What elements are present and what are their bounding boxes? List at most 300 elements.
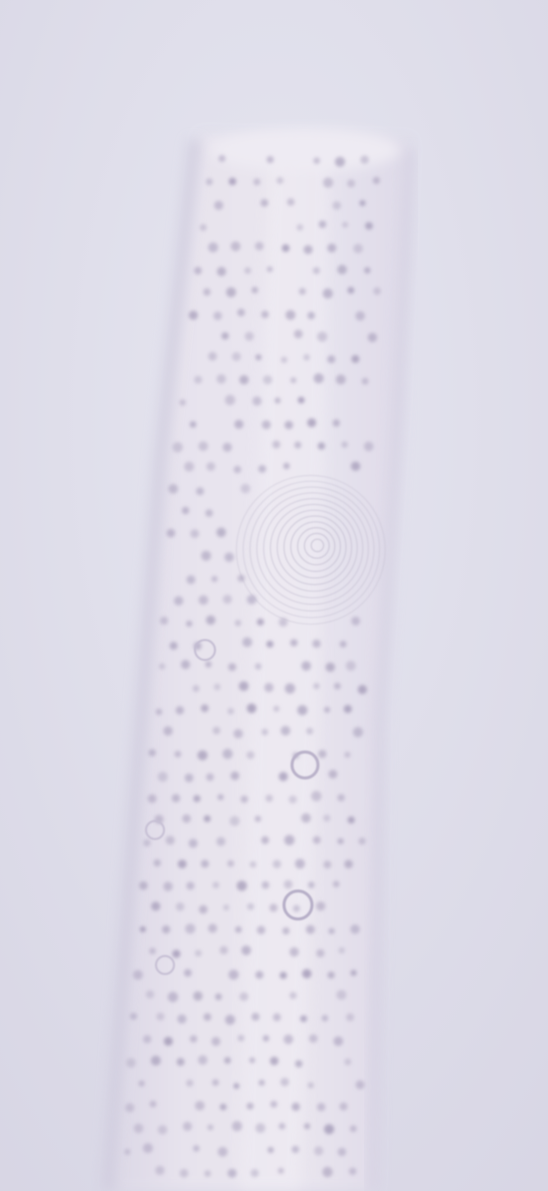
pore — [143, 1035, 151, 1043]
pore — [247, 903, 254, 910]
pore — [364, 442, 374, 452]
pore — [218, 1147, 228, 1157]
pore — [336, 375, 346, 385]
pore — [365, 222, 373, 230]
pore — [290, 377, 296, 383]
pore — [264, 683, 273, 692]
pore — [255, 354, 261, 360]
pore — [206, 462, 215, 471]
pore — [130, 1013, 137, 1020]
pore — [313, 157, 320, 164]
pore — [306, 925, 315, 934]
pore — [214, 201, 223, 210]
pore — [217, 267, 226, 276]
pore — [273, 706, 279, 712]
pore — [235, 620, 241, 626]
pore — [351, 970, 357, 976]
pore — [302, 969, 311, 978]
pore — [338, 1148, 346, 1156]
pore — [242, 637, 252, 647]
pore — [328, 972, 335, 979]
pore — [224, 1057, 231, 1064]
pore — [282, 244, 290, 252]
pore — [194, 376, 202, 384]
pore — [208, 242, 218, 252]
pore — [229, 178, 237, 186]
pore — [255, 242, 264, 251]
pore — [220, 946, 228, 954]
pore — [339, 947, 345, 953]
pore — [223, 905, 229, 911]
pore — [205, 661, 211, 667]
pore — [150, 1101, 157, 1108]
pore — [186, 882, 194, 890]
pore — [312, 640, 320, 648]
pore — [214, 684, 221, 691]
pore — [215, 993, 222, 1000]
pore — [304, 245, 313, 254]
pore — [125, 1103, 134, 1112]
pore — [324, 1124, 334, 1134]
pore — [217, 374, 226, 383]
pore — [359, 838, 366, 845]
pore — [189, 311, 198, 320]
pore — [323, 288, 333, 298]
pore — [336, 990, 346, 1000]
pore — [300, 1015, 307, 1022]
pore — [179, 399, 185, 405]
pore — [267, 266, 273, 272]
pore — [348, 816, 355, 823]
pore — [314, 1146, 323, 1155]
pore — [257, 618, 264, 625]
pore — [158, 1125, 167, 1134]
pore — [133, 970, 143, 980]
pore — [309, 1034, 318, 1043]
pore — [238, 1035, 245, 1042]
pore — [198, 441, 208, 451]
pore — [329, 928, 335, 934]
pore — [154, 859, 161, 866]
pore — [364, 267, 370, 273]
pore — [279, 772, 288, 781]
pore — [279, 1123, 286, 1130]
pore — [180, 1169, 189, 1178]
pore — [213, 312, 222, 321]
pore — [258, 465, 266, 473]
pore — [304, 1123, 310, 1129]
pore — [284, 1035, 294, 1045]
pore — [324, 707, 330, 713]
pore — [176, 706, 184, 714]
pore — [163, 882, 172, 891]
pore — [281, 726, 291, 736]
pore — [195, 950, 202, 957]
pore — [282, 927, 289, 934]
pore — [223, 443, 232, 452]
top-rim — [210, 128, 400, 172]
pore — [245, 332, 254, 341]
pore — [190, 421, 197, 428]
pore — [252, 396, 261, 405]
pore — [257, 926, 265, 934]
pore — [204, 815, 211, 822]
pore — [351, 462, 360, 471]
pore — [205, 509, 213, 517]
pore — [238, 575, 245, 582]
pore — [255, 971, 263, 979]
pore — [360, 156, 368, 164]
pore — [158, 772, 168, 782]
pore — [208, 352, 217, 361]
pore — [344, 1059, 351, 1066]
pore — [151, 1056, 161, 1066]
pore — [317, 332, 327, 342]
pore — [223, 749, 233, 759]
pore — [212, 1079, 219, 1086]
pore — [322, 1167, 332, 1177]
pore — [316, 902, 325, 911]
pore — [241, 484, 251, 494]
pore — [266, 795, 273, 802]
pore — [261, 199, 269, 207]
pore — [344, 705, 352, 713]
pore — [206, 773, 214, 781]
pore — [186, 1080, 193, 1087]
pore — [287, 198, 295, 206]
pore — [241, 796, 248, 803]
pore — [146, 990, 154, 998]
pore — [247, 595, 257, 605]
pore — [204, 1170, 211, 1177]
pore — [231, 771, 240, 780]
pore — [333, 419, 340, 426]
pore — [290, 947, 299, 956]
pore — [355, 311, 365, 321]
pore — [316, 949, 324, 957]
pore — [327, 355, 335, 363]
pore — [140, 926, 146, 932]
pore — [323, 861, 331, 869]
pore — [177, 1014, 186, 1023]
pore — [353, 727, 363, 737]
pore — [174, 596, 183, 605]
pore — [223, 595, 232, 604]
pore — [338, 838, 344, 844]
pore — [187, 575, 196, 584]
pore — [182, 814, 191, 823]
pore — [156, 709, 162, 715]
pore — [178, 860, 187, 869]
pore — [303, 354, 309, 360]
pore — [333, 881, 340, 888]
pore — [301, 813, 311, 823]
pore — [201, 860, 209, 868]
pore — [221, 332, 228, 339]
pore — [278, 1168, 284, 1174]
pore — [239, 681, 249, 691]
pore — [218, 794, 224, 800]
pore — [220, 1104, 227, 1111]
pore — [252, 287, 259, 294]
pore — [277, 177, 284, 184]
pore — [262, 420, 271, 429]
pore — [143, 839, 150, 846]
pore — [196, 487, 204, 495]
pore — [313, 267, 320, 274]
pore — [290, 639, 297, 646]
pore — [252, 1013, 260, 1021]
pore — [293, 905, 300, 912]
pore — [206, 615, 215, 624]
pore — [261, 311, 269, 319]
pore — [255, 816, 261, 822]
pore — [185, 924, 195, 934]
pore — [233, 1083, 239, 1089]
pore — [244, 267, 251, 274]
pore — [255, 663, 262, 670]
pore — [335, 157, 345, 167]
pore — [290, 992, 297, 999]
pore — [323, 815, 330, 822]
pore — [199, 595, 209, 605]
pore — [237, 881, 247, 891]
pore — [373, 177, 380, 184]
pore — [177, 1058, 185, 1066]
pore — [306, 728, 313, 735]
pore — [247, 704, 257, 714]
pore — [262, 729, 269, 736]
pore — [263, 375, 272, 384]
pore — [323, 178, 333, 188]
pore — [190, 529, 199, 538]
pore — [261, 836, 269, 844]
pore — [232, 1121, 242, 1131]
pore — [283, 463, 289, 469]
pore — [216, 837, 225, 846]
pore — [201, 551, 211, 561]
pore — [299, 288, 306, 295]
pore — [273, 1013, 281, 1021]
pore — [347, 179, 355, 187]
pore — [247, 751, 255, 759]
pore — [228, 1169, 237, 1178]
pore — [134, 1124, 144, 1134]
pore — [219, 155, 226, 162]
pore — [317, 1103, 325, 1111]
pore — [344, 860, 353, 869]
pore — [256, 1123, 266, 1133]
pore — [167, 529, 176, 538]
pore — [292, 1103, 300, 1111]
pore — [148, 794, 157, 803]
pore — [286, 310, 296, 320]
pore — [280, 1078, 289, 1087]
pore — [253, 178, 260, 185]
pore — [160, 617, 168, 625]
pore — [284, 835, 294, 845]
pore — [199, 905, 208, 914]
pore — [319, 221, 327, 229]
pore — [346, 1013, 354, 1021]
pore — [139, 1080, 145, 1086]
pore — [172, 794, 180, 802]
pore — [162, 925, 170, 933]
pore — [344, 752, 350, 758]
pore — [281, 357, 287, 363]
pore — [249, 1057, 255, 1063]
pore — [318, 442, 325, 449]
pore — [193, 991, 202, 1000]
pore — [308, 882, 315, 889]
pore — [229, 970, 239, 980]
pore — [295, 1060, 302, 1067]
pore — [311, 791, 321, 801]
pore — [266, 641, 273, 648]
pore — [359, 200, 365, 206]
pore — [164, 1037, 173, 1046]
pore — [216, 528, 226, 538]
pore — [322, 1015, 329, 1022]
pore — [373, 287, 381, 295]
pore — [263, 1035, 269, 1041]
pore — [194, 267, 202, 275]
pore — [197, 750, 207, 760]
pore — [181, 660, 190, 669]
pore — [195, 1101, 205, 1111]
pore — [172, 442, 182, 452]
pore — [204, 1013, 212, 1021]
pore — [353, 244, 363, 254]
pore — [289, 796, 297, 804]
pore — [268, 1147, 274, 1153]
pore — [182, 507, 189, 514]
pore — [297, 224, 304, 231]
pore — [149, 948, 156, 955]
pore — [234, 466, 242, 474]
pore — [337, 265, 347, 275]
pore — [149, 749, 156, 756]
pore — [226, 287, 236, 297]
pore — [307, 312, 315, 320]
pore — [308, 1082, 314, 1088]
pore — [151, 902, 160, 911]
pore — [200, 224, 207, 231]
pore — [155, 1166, 164, 1175]
pore — [329, 770, 338, 779]
pore — [193, 1145, 200, 1152]
pore — [186, 621, 192, 627]
pore — [313, 836, 321, 844]
pore — [228, 663, 236, 671]
pore — [240, 992, 249, 1001]
pore — [267, 156, 274, 163]
pore — [270, 1057, 279, 1066]
pore — [228, 708, 234, 714]
pore — [230, 816, 240, 826]
pore — [285, 683, 295, 693]
pore — [234, 420, 243, 429]
pore — [341, 441, 347, 447]
pore — [139, 881, 148, 890]
pore — [292, 1146, 299, 1153]
pore — [307, 418, 316, 427]
pore — [247, 1103, 254, 1110]
pore — [190, 1035, 197, 1042]
pore — [250, 861, 256, 867]
pore — [272, 441, 280, 449]
pore — [234, 729, 243, 738]
pore — [170, 642, 178, 650]
pore — [225, 553, 234, 562]
pore — [227, 860, 234, 867]
pore — [159, 663, 165, 669]
pore — [298, 397, 305, 404]
pore — [206, 178, 213, 185]
pore — [211, 1037, 220, 1046]
pore — [327, 244, 336, 253]
pore — [262, 881, 270, 889]
pore — [259, 1080, 265, 1086]
pore — [340, 641, 347, 648]
pore — [168, 484, 178, 494]
pore — [232, 352, 241, 361]
pore — [346, 661, 356, 671]
pore — [166, 836, 175, 845]
pore — [207, 1124, 213, 1130]
pore — [239, 375, 248, 384]
pore — [201, 704, 209, 712]
pore — [208, 924, 217, 933]
pore — [351, 617, 360, 626]
pore — [225, 395, 235, 405]
pore — [295, 859, 305, 869]
pore — [362, 378, 369, 385]
pore — [294, 330, 303, 339]
pore — [301, 661, 311, 671]
pore — [183, 1122, 192, 1131]
pore — [184, 969, 192, 977]
pore — [163, 726, 172, 735]
pore — [314, 373, 324, 383]
pore — [231, 241, 241, 251]
pore — [350, 1125, 357, 1132]
pore — [143, 1143, 153, 1153]
pore — [198, 1055, 207, 1064]
pore — [185, 774, 194, 783]
pore — [297, 705, 307, 715]
pore — [213, 882, 220, 889]
pore — [318, 750, 326, 758]
pore — [193, 685, 200, 692]
pore — [275, 398, 281, 404]
pore — [347, 287, 354, 294]
pore — [193, 795, 200, 802]
pore — [237, 309, 245, 317]
pore — [337, 794, 344, 801]
pore — [124, 1149, 130, 1155]
pore — [172, 950, 180, 958]
pore — [273, 860, 281, 868]
pore — [334, 1036, 344, 1046]
pore — [333, 201, 342, 210]
pore — [168, 992, 178, 1002]
pore — [211, 576, 217, 582]
pore — [284, 880, 293, 889]
pore — [184, 462, 194, 472]
pore — [350, 925, 359, 934]
pore — [235, 926, 242, 933]
